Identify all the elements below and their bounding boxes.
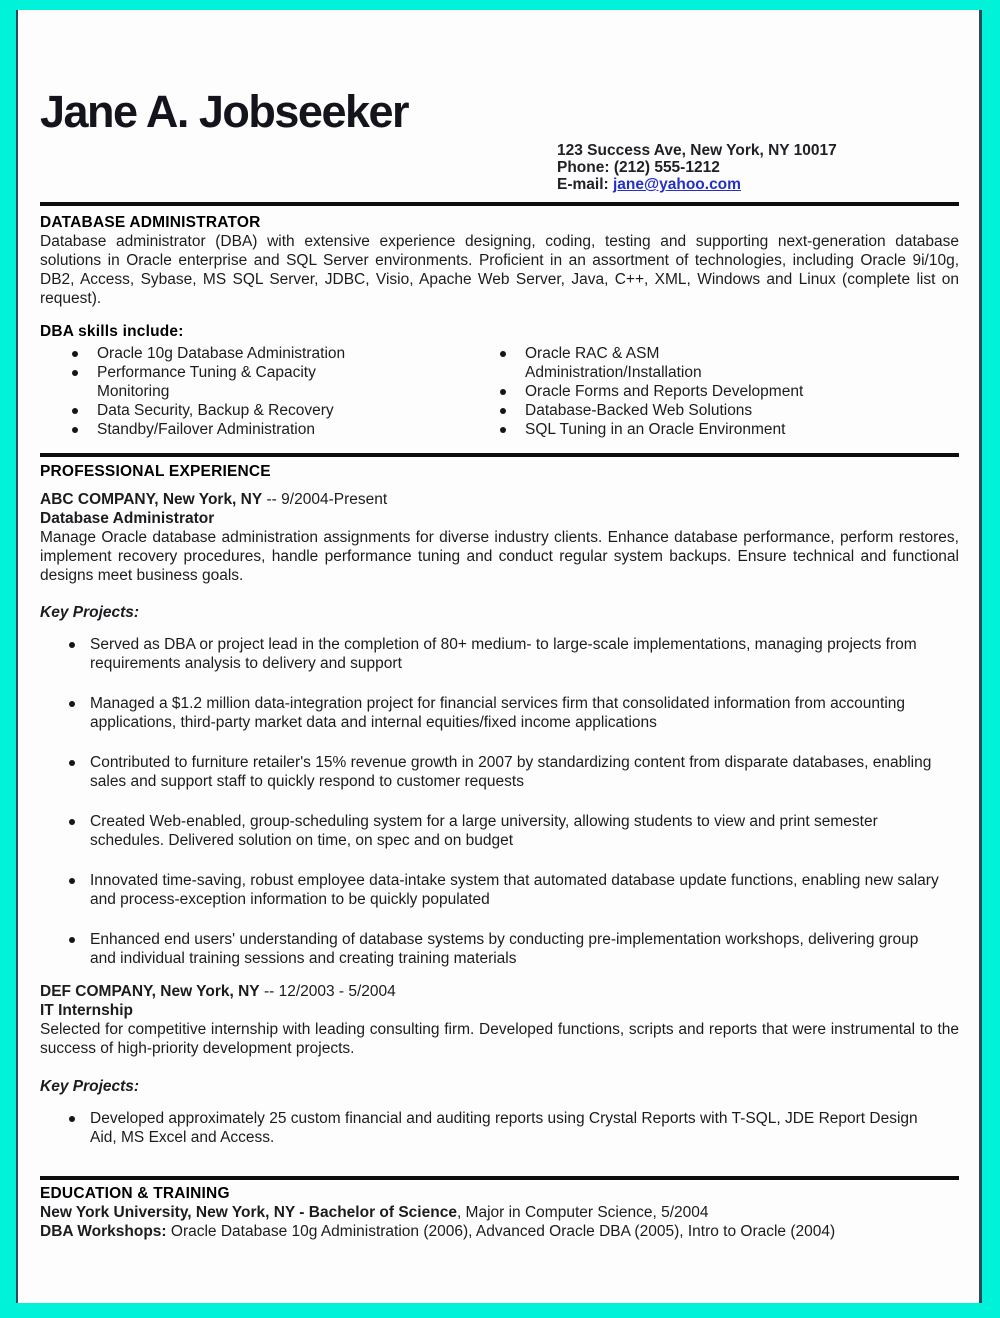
key-projects-heading: Key Projects: [40, 1078, 140, 1095]
skill-item: Oracle 10g Database Administration [70, 344, 370, 363]
experience-heading: PROFESSIONAL EXPERIENCE [40, 463, 271, 480]
education-workshops-line [40, 1222, 959, 1241]
project-item: Served as DBA or project lead in the completion of 80+ medium- to large-scale implementations, managing projects from requirements analysis to delivery and support [40, 635, 942, 673]
education-degree-line [40, 1203, 959, 1222]
skills-list-right [498, 344, 835, 439]
experience-divider [40, 453, 959, 457]
contact-phone: Phone: (212) 555-1212 [557, 159, 720, 176]
project-item: Contributed to furniture retailer's 15% revenue growth in 2007 by standardizing content from disparate databases, enabling sales and support staff to quickly respond to customer requests [40, 753, 942, 791]
contact-block [557, 142, 959, 193]
skill-item: Oracle RAC & ASM Administration/Installation [498, 344, 835, 382]
skills-heading: DBA skills include: [40, 323, 184, 340]
job-title: IT Internship [40, 1002, 133, 1019]
skills-list-left [70, 344, 498, 439]
email-link[interactable]: jane@yahoo.com [612, 176, 741, 193]
company-name: ABC COMPANY, New York, NY [40, 491, 263, 508]
job-dates: -- 9/2004-Present [262, 491, 388, 508]
skills-columns [40, 344, 959, 439]
job-title: Database Administrator [40, 510, 215, 527]
job-company-line [40, 490, 959, 509]
project-item: Created Web-enabled, group-scheduling system for a large university, allowing students to view and print semester schedules. Delivered solution on time, on spec and on budget [40, 812, 942, 850]
resume-page [16, 10, 982, 1303]
contact-email-line [557, 176, 959, 193]
project-item: Enhanced end users' understanding of database systems by conducting pre-implementation workshops, delivering group and individual training sessions and creating training materials [40, 930, 942, 968]
company-name: DEF COMPANY, New York, NY [40, 983, 260, 1000]
resume-content [18, 88, 979, 1241]
degree-bold: New York University, New York, NY - Bachelor of Science [40, 1204, 457, 1221]
project-item: Managed a $1.2 million data-integration project for financial services firm that consolidated information from accounting applications, third-party market data and internal equities/fixed income applications [40, 694, 942, 732]
skill-item: Oracle Forms and Reports Development [498, 382, 835, 401]
contact-address: 123 Success Ave, New York, NY 10017 [557, 142, 837, 159]
key-projects-list [40, 635, 959, 968]
workshops-bold: DBA Workshops: [40, 1223, 167, 1240]
job-company-line [40, 982, 959, 1001]
skill-item: Standby/Failover Administration [70, 420, 370, 439]
job-dates: -- 12/2003 - 5/2004 [259, 983, 396, 1000]
project-item: Developed approximately 25 custom financial and auditing reports using Crystal Reports with T-SQL, JDE Report Design Aid, MS Excel and Access. [40, 1109, 942, 1147]
project-item: Innovated time-saving, robust employee data-intake system that automated database update functions, enabling new salary and process-exception information to be quickly populated [40, 871, 942, 909]
email-label: E-mail: [557, 176, 613, 193]
skill-item: SQL Tuning in an Oracle Environment [498, 420, 835, 439]
skill-item: Data Security, Backup & Recovery [70, 401, 370, 420]
education-divider [40, 1176, 959, 1180]
summary-heading: DATABASE ADMINISTRATOR [40, 214, 261, 231]
key-projects-list [40, 1109, 959, 1147]
job-description: Selected for competitive internship with leading consulting firm. Developed functions, scripts and reports that were instrumental to the success of high-priority development projects. [40, 1021, 959, 1057]
skill-item: Database-Backed Web Solutions [498, 401, 835, 420]
candidate-name: Jane A. Jobseeker [40, 86, 409, 137]
education-heading: EDUCATION & TRAINING [40, 1185, 230, 1202]
workshops-rest: Oracle Database 10g Administration (2006), Advanced Oracle DBA (2005), Intro to Oracle (2004) [166, 1223, 836, 1240]
key-projects-heading: Key Projects: [40, 604, 140, 621]
skill-item: Performance Tuning & Capacity Monitoring [70, 363, 370, 401]
summary-text: Database administrator (DBA) with extensive experience designing, coding, testing and supporting next-generation database solutions in Oracle enterprise and SQL Server environments. Proficient in an assortment of technologies, including Oracle 9i/10g, DB2, Access, Sybase, MS SQL Server, JDBC, Visio, Apache Web Server, Java, C++, XML, Windows and Linux (complete list on request). [40, 233, 959, 307]
header-divider [40, 202, 959, 206]
degree-rest: , Major in Computer Science, 5/2004 [456, 1204, 709, 1221]
job-description: Manage Oracle database administration assignments for diverse industry clients. Enhance database performance, perform restores, implement recovery procedures, handle performance tuning and conduct regular system backups. Ensure technical and functional designs meet business goals. [40, 529, 959, 584]
